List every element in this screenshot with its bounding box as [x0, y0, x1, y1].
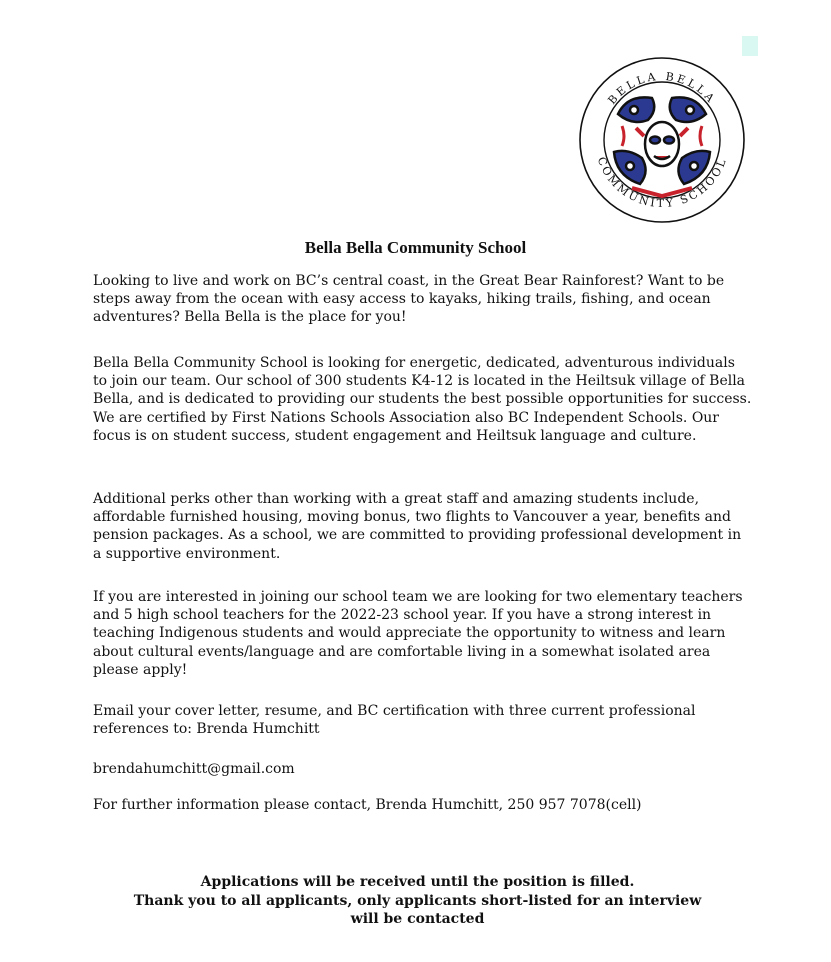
footer-line-2: Thank you to all applicants, only applicants short-listed for an interview: [133, 892, 702, 909]
page-title: Bella Bella Community School: [304, 238, 527, 257]
footer-line-3: will be contacted: [350, 911, 485, 927]
school-description-paragraph: Bella Bella Community School is looking for energetic, dedicated, adventurous individuals to join our team. Our school of 300 students K4-12 is located in the Heiltsuk village of Bella Bella, and is dedicated to providing our students the best possible opportunities for success. We are certified by First Nations Schools Association also BC Independent Schools. Our focus is on student success, student engagement and Heiltsuk language and culture.: [93, 355, 752, 444]
intro-paragraph: Looking to live and work on BC’s central coast, in the Great Bear Rainforest? Want to be steps away from the ocean with easy access to kayaks, hiking trails, fishing, and ocean adventures? Bella Bella is the place for you!: [93, 273, 725, 326]
logo-formline-art: [614, 97, 710, 196]
contact-phone-paragraph: For further information please contact, Brenda Humchitt, 250 957 7078(cell): [93, 797, 642, 813]
corner-mark: [742, 36, 758, 56]
footer-line-1: Applications will be received until the position is filled.: [200, 874, 635, 890]
perks-paragraph: Additional perks other than working with a great staff and amazing students include, affordable furnished housing, moving bonus, two flights to Vancouver a year, benefits and pension packages. As a school, we are committed to providing professional development in a supportive environment.: [93, 491, 742, 562]
logo-top-text: BELLA BELLA: [605, 69, 719, 107]
contact-email: brendahumchitt@gmail.com: [93, 761, 295, 777]
logo-bottom-text: COMMUNITY SCHOOL: [594, 155, 730, 211]
positions-paragraph: If you are interested in joining our school team we are looking for two elementary teachers and 5 high school teachers for the 2022-23 school year. If you have a strong interest in teaching Indigenous students and would appreciate the opportunity to witness and learn about cultural events/language and are comfortable living in a somewhat isolated area please apply!: [93, 589, 743, 678]
footer-notice: [90, 873, 745, 929]
application-instructions-paragraph: Email your cover letter, resume, and BC certification with three current professional references to: Brenda Humchitt: [93, 703, 696, 738]
school-logo: [578, 56, 746, 224]
